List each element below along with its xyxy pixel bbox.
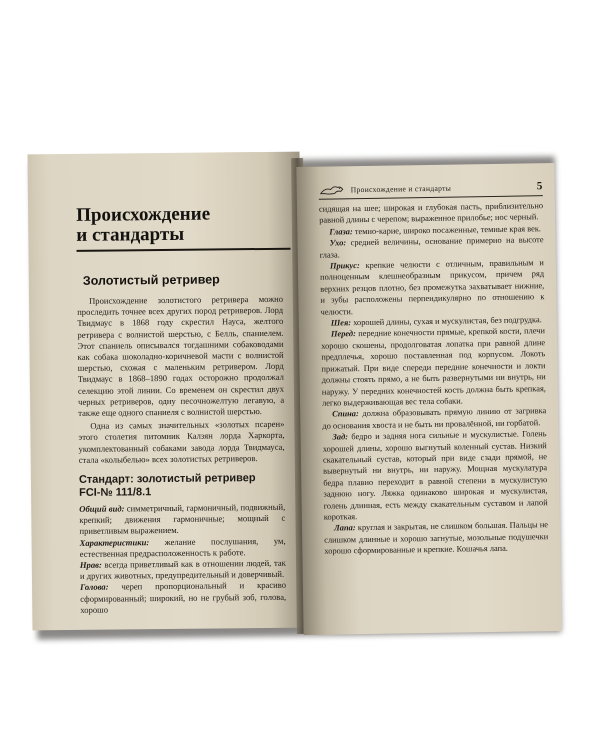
entry-text: должна образовывать прямую линию от загривка до основания хвоста и не быть ни провалённой, ни горбатой. (322, 406, 547, 431)
standard-entry (321, 326, 546, 409)
standard-title-line1: Стандарт: золотистый ретривер (78, 472, 256, 486)
entry-term: Спина: (332, 409, 359, 419)
entry-text: передние конечности прямые, крепкой кости, плечи хорошо скошены, продолговатая лопатка при равной длине предплечья, хорошо поставленная под корпусом. Локоть прижатый. При виде спереди передние конечности и локти должны стоять прямо, а не быть развернутыми ни внутрь, ни наружу. У передних конечностей кость должна быть крепкая, легко выдерживающая вес тела собаки. (321, 326, 546, 408)
definition-term: Голова: (79, 582, 109, 593)
chapter-rule (77, 248, 291, 252)
standard-entry (324, 520, 549, 558)
entry-text: круглая и закрытая, не слишком большая. Пальцы не слишком длинные и хорошо загнутые, мозольные подушечки хорошо сформированные и крепкие. Кошачья лапа. (324, 520, 549, 556)
entry-term: Лапа: (333, 523, 356, 533)
entry-text: темно-карие, широко посаженные, темные края век. (352, 224, 542, 236)
definition-term: Общий вид: (79, 503, 125, 514)
entry-term: Прикус: (329, 261, 360, 271)
entry-text: бедро и задняя нога сильные и мускулистые. Голень хорошей длины, хорошо выгнутый коленный сустав. Низкий скакательный сустав, который при виде сзади прямой, не вывернутый ни внутрь, ни наружу. Мощная мускулатура бедра плавно переходит в равной степени в мускулистую заднюю ногу. Ляжка одинаково широкая и мускулистая, голень длинная, есть между скакательным суставом и лапой короткая. (322, 429, 548, 522)
paragraph: Происхождение золотистого ретривера можно проследить точнее всех других пород ретриверов. Лорд Твидмаус в 1868 году скрестил Науса, желтого ретривера с волнистой шерстью, с Белль, спаниелем. Этот спаниель описывался тогдашними собаководами как собака шоколадно-коричневой масти с волнистой шерстью, схожая с маленьким ретривером. Лорд Твидмаус в 1868–1890 годах осторожно продолжал селекцию этой линии. Со временем он скрестил двух черных ретриверов, одну песочножелтую легавую, а также еще одного спаниеля с волнистой шерстью. (77, 293, 285, 418)
paragraph: Одна из самых значительных «золотых псарен» этого столетия питомник Калзян лорда Харкорта, укомплектованный собаками завода лорда Твидмауса, стала «колыбелью» всех золотистых ретриверов. (78, 418, 285, 465)
definition (80, 558, 286, 583)
definition-text: всегда приветливый как в отношении людей, так и других животных, предупредительный и доверчивый. (79, 557, 286, 582)
entry-text: средней величины, основание примерно на высоте глаза. (319, 235, 544, 260)
entry-term: Ухо: (329, 238, 347, 248)
definition-text: желание послушания, ум, естественная предрасположенность к работе. (79, 535, 286, 559)
definition-term: Характеристики: (79, 536, 150, 548)
chapter-title-line2: и стандарты (76, 223, 185, 246)
entry-term: Шея: (330, 318, 352, 328)
entry-text: хорошей длины, сухая и мускулистая, без подгрудка. (350, 315, 542, 328)
standard-title (79, 472, 285, 500)
definition (80, 535, 286, 560)
chapter-title-line1: Происхождение (76, 203, 211, 226)
definition-text: симметричный, гармоничный, подвижный, крепкий; движения гармоничные; мощный с приветливым выражением. (79, 501, 286, 537)
definition (80, 580, 286, 616)
running-head-title: Происхождение и стандарты (350, 183, 452, 194)
entry-text: крепкие челюсти с отличным, правильным и полноценным клешнеобразным прикусом, причем ряд верхних резцов плотно, без промежутка захватывает нижние, и зубы расположены перпендикулярно по отношению к челюсти. (320, 258, 545, 317)
right-page (296, 163, 561, 635)
page-number: 5 (536, 180, 543, 193)
entry-term: Зад: (332, 432, 349, 442)
chapter-title (76, 204, 282, 246)
definition (79, 502, 285, 538)
section-title: Золотистый ретривер (82, 272, 220, 288)
definition-term: Нрав: (79, 559, 102, 570)
entry-term: Перед: (330, 329, 356, 339)
standard-entry (323, 428, 548, 523)
entry-term: Глаза: (329, 226, 353, 237)
left-page (28, 152, 305, 631)
dog-illustration-icon (319, 182, 347, 196)
running-head (319, 179, 543, 200)
definition-text: череп пропорциональный и красиво сформированный; широкий, но не грубый зоб, голова, хорошо (80, 580, 287, 615)
standard-title-line2: FCI-№ 111/8.1 (79, 486, 152, 499)
standard-entry (320, 257, 545, 318)
lead-text: сидящая на шее; широкая и глубокая пасть, приблизительно равной длины с черепом; выраженное прилобье; нос черный. (318, 201, 544, 226)
